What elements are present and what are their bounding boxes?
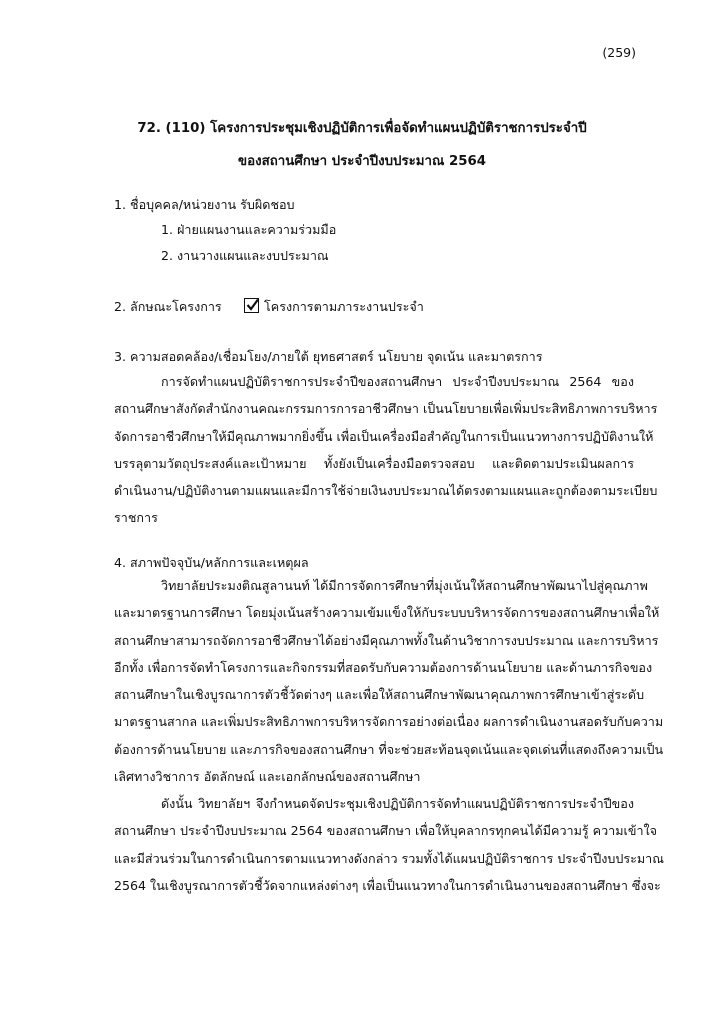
paragraph-line: ราชการ	[114, 510, 158, 526]
project-type-option	[244, 297, 424, 317]
section-2-heading: 2. ลักษณะโครงการ	[114, 299, 222, 314]
paragraph-line: ดำเนินงาน/ปฏิบัติงานตามแผนและมีการใช้จ่ายเงินงบประมาณได้ตรงตามแผนและถูกต้องตามระเบียบ	[114, 483, 658, 499]
paragraph-line: มาตรฐานสากล และเพิ่มประสิทธิภาพการบริหารจัดการอย่างต่อเนื่อง ผลการดำเนินงานสอดรับกับความ	[114, 714, 664, 730]
section-4-paragraph-2	[114, 790, 664, 899]
paragraph-line: จัดการอาชีวศึกษาให้มีคุณภาพมากยิ่งขึ้น เพื่อเป็นเครื่องมือสำคัญในการเป็นแนวทางการปฏิบัติงานให้	[114, 428, 654, 444]
checkbox-checked-icon	[244, 298, 259, 313]
paragraph-line: ดังนั้น วิทยาลัยฯ จึงกำหนดจัดประชุมเชิงปฏิบัติการจัดทำแผนปฏิบัติราชการประจำปีของ	[161, 796, 634, 811]
page-number: (259)	[602, 45, 636, 60]
paragraph-line: ต้องการด้านนโยบาย และภารกิจของสถานศึกษา ที่จะช่วยสะท้อนจุดเน้นและจุดเด่นที่แสดงถึงความเป็น	[114, 741, 664, 757]
paragraph-line: และมีส่วนร่วมในการดำเนินการตามแนวทางดังกล่าว รวมทั้งได้แผนปฏิบัติราชการ ประจำปีงบประมาณ	[114, 850, 664, 866]
paragraph-line: วิทยาลัยประมงติณสูลานนท์ ได้มีการจัดการศึกษาที่มุ่งเน้นให้สถานศึกษาพัฒนาไปสู่คุณภาพ	[161, 578, 648, 593]
project-title-line-2: ของสถานศึกษา ประจำปีงบประมาณ 2564	[238, 154, 486, 169]
project-type-label: โครงการตามภาระงานประจำ	[264, 299, 424, 314]
paragraph-line: เลิศทางวิชาการ อัตลักษณ์ และเอกลักษณ์ของสถานศึกษา	[114, 769, 421, 785]
paragraph-line: 2564 ในเชิงบูรณาการตัวชี้วัดจากแหล่งต่างๆ เพื่อเป็นแนวทางในการดำเนินงานของสถานศึกษา ซึ่งจะ	[114, 877, 661, 893]
section-1-item: 2. งานวางแผนและงบประมาณ	[161, 248, 329, 263]
section-4-heading: 4. สภาพปัจจุบัน/หลักการและเหตุผล	[114, 555, 309, 570]
paragraph-line: บรรลุตามวัตถุประสงค์และเป้าหมาย ทั้งยังเป็นเครื่องมือตรวจสอบ และติดตามประเมินผลการ	[114, 455, 634, 471]
paragraph-line: อีกทั้ง เพื่อการจัดทำโครงการและกิจกรรมที่สอดรับกับความต้องการด้านนโยบาย และด้านภารกิจของ	[114, 659, 653, 675]
section-3-paragraph	[114, 368, 658, 532]
paragraph-line: สถานศึกษาสามารถจัดการอาชีวศึกษาได้อย่างมีคุณภาพทั้งในด้านวิชาการงบประมาณ และการบริหาร	[114, 632, 659, 648]
project-title-line-1: 72. (110) โครงการประชุมเชิงปฏิบัติการเพื่อจัดทำแผนปฏิบัติราชการประจำปี	[137, 121, 587, 136]
paragraph-line: และมาตรฐานการศึกษา โดยมุ่งเน้นสร้างความเข้มแข็งให้กับระบบบริหารจัดการของสถานศึกษาเพื่อให้	[114, 605, 660, 621]
paragraph-line: สถานศึกษาสังกัดสำนักงานคณะกรรมการการอาชีวศึกษา เป็นนโยบายเพื่อเพิ่มประสิทธิภาพการบริหาร	[114, 401, 658, 417]
paragraph-line: สถานศึกษาในเชิงบูรณาการตัวชี้วัดต่างๆ และเพื่อให้สถานศึกษาพัฒนาคุณภาพการศึกษาเข้าสู่ระดับ	[114, 687, 645, 703]
section-1-item: 1. ฝ่ายแผนงานและความร่วมมือ	[161, 222, 337, 237]
section-3-heading: 3. ความสอดคล้อง/เชื่อมโยง/ภายใต้ ยุทธศาสตร์ นโยบาย จุดเน้น และมาตรการ	[114, 349, 543, 364]
paragraph-line: สถานศึกษา ประจำปีงบประมาณ 2564 ของสถานศึกษา เพื่อให้บุคลากรทุกคนได้มีความรู้ ความเข้าใจ	[114, 823, 658, 839]
section-1-heading: 1. ชื่อบุคคล/หน่วยงาน รับผิดชอบ	[114, 197, 295, 212]
section-4-paragraph-1	[114, 572, 664, 790]
paragraph-line: การจัดทำแผนปฏิบัติราชการประจำปีของสถานศึกษา ประจำปีงบประมาณ 2564 ของ	[161, 374, 634, 389]
